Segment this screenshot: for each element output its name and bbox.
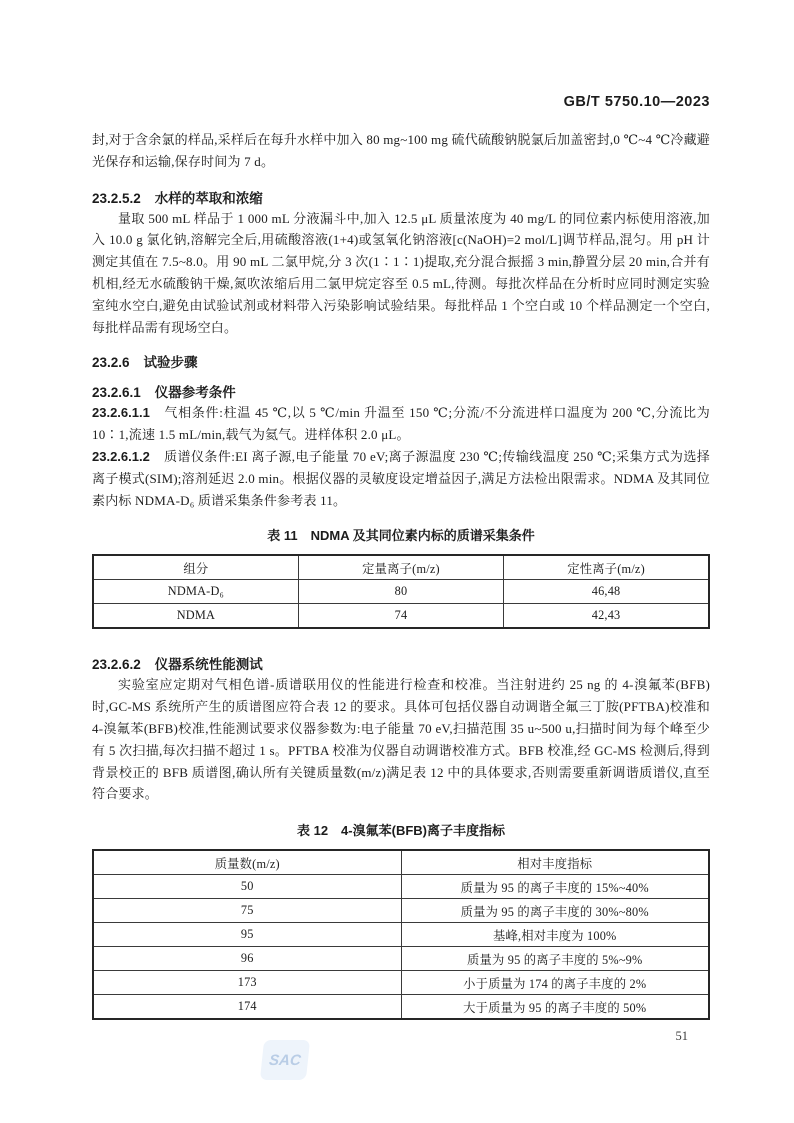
table-row bbox=[93, 995, 709, 1020]
section-23-2-6-2-heading bbox=[92, 656, 710, 674]
table-row bbox=[93, 923, 709, 947]
clause-text: 质谱仪条件:EI 离子源,电子能量 70 eV;离子源温度 230 ℃;传输线温度 250 ℃;采集方式为选择离子模式(SIM);溶剂延迟 2.0 min。根据仪器的灵敏度设定增益因子,满足方法检出限需求。NDMA 及其同位素内标 NDMA-D₆ 质谱采集条件参考表 11。 bbox=[92, 448, 710, 508]
table-12-caption: 表 12 4-溴氟苯(BFB)离子丰度指标 bbox=[296, 823, 505, 839]
table-row bbox=[93, 580, 709, 604]
table-cell: 质量为 95 的离子丰度的 5%~9% bbox=[401, 947, 709, 971]
table-row bbox=[93, 875, 709, 899]
table-cell: 质量为 95 的离子丰度的 30%~80% bbox=[401, 899, 709, 923]
table-11-header-cell: 定性离子(m/z) bbox=[504, 555, 709, 580]
standard-number-header: GB/T 5750.10—2023 bbox=[563, 94, 710, 110]
table-11-header-row bbox=[93, 555, 709, 580]
section-number: 23.2.6.1 bbox=[92, 385, 141, 401]
table-cell: 质量为 95 的离子丰度的 15%~40% bbox=[401, 875, 709, 899]
section-title: 试验步骤 bbox=[143, 355, 198, 371]
clause-number: 23.2.6.1.1 bbox=[92, 405, 150, 421]
section-23-2-6-heading bbox=[92, 354, 710, 372]
table-cell: 80 bbox=[298, 580, 503, 604]
section-title: 仪器系统性能测试 bbox=[154, 657, 263, 673]
section-number: 23.2.5.2 bbox=[92, 190, 141, 206]
table-row bbox=[93, 971, 709, 995]
clause-text: 气相条件:柱温 45 ℃,以 5 ℃/min 升温至 150 ℃;分流/不分流进样口温度为 200 ℃,分流比为 10∶1,流速 1.5 mL/min,载气为氦气。进样体积 2.0 μL。 bbox=[92, 405, 710, 443]
paragraph-23-2-6-2: 实验室应定期对气相色谱-质谱联用仪的性能进行检查和校准。当注射进约 25 ng 的 4-溴氟苯(BFB)时,GC-MS 系统所产生的质谱图应符合表 12 的要求。具体可包括仪器自动调谐全氟三丁胺(PFTBA)校准和 4-溴氟苯(BFB)校准,性能测试要求仪器参数为:电子能量 70 eV,扫描范围 35 u~500 u,扫描时间为每个峰至少有 5 次扫描,每次扫描不超过 1 s。PFTBA 校准为仪器自动调谐校准方式。BFB 校准,经 GC-MS 检测后,得到背景校正的 BFB 质谱图,确认所有关键质量数(m/z)满足表 12 中的具体要求,否则需要重新调谐质谱仪,直至符合要求。 bbox=[92, 677, 710, 802]
table-cell: 75 bbox=[93, 899, 401, 923]
section-title: 仪器参考条件 bbox=[154, 385, 236, 401]
table-12-header-cell: 质量数(m/z) bbox=[93, 850, 401, 875]
table-row bbox=[93, 947, 709, 971]
table-cell: 74 bbox=[298, 604, 503, 629]
table-cell: NDMA bbox=[93, 604, 298, 629]
sac-watermark-logo: SAC bbox=[260, 1040, 310, 1080]
clause-number: 23.2.6.1.2 bbox=[92, 448, 150, 464]
table-cell: 小于质量为 174 的离子丰度的 2% bbox=[401, 971, 709, 995]
table-cell: 95 bbox=[93, 923, 401, 947]
table-12-header-cell: 相对丰度指标 bbox=[401, 850, 709, 875]
section-number: 23.2.6 bbox=[92, 355, 130, 371]
table-cell: 42,43 bbox=[504, 604, 709, 629]
section-23-2-5-2-heading bbox=[92, 190, 710, 208]
paragraph-23-2-6-1-2 bbox=[92, 446, 710, 511]
section-number: 23.2.6.2 bbox=[92, 657, 141, 673]
table-11-header-cell: 定量离子(m/z) bbox=[298, 555, 503, 580]
table-11-header-cell: 组分 bbox=[93, 555, 298, 580]
table-cell: 大于质量为 95 的离子丰度的 50% bbox=[401, 995, 709, 1020]
table-12-header-row bbox=[93, 850, 709, 875]
table-cell: 50 bbox=[93, 875, 401, 899]
table-11 bbox=[92, 554, 710, 629]
table-12 bbox=[92, 849, 710, 1020]
section-title: 水样的萃取和浓缩 bbox=[154, 190, 263, 206]
paragraph-23-2-5-2: 量取 500 mL 样品于 1 000 mL 分液漏斗中,加入 12.5 μL 质量浓度为 40 mg/L 的同位素内标使用溶液,加入 10.0 g 氯化钠,溶解完全后,用硫酸溶液(1+4)或氢氧化钠溶液[c(NaOH)=2 mol/L]调节样品,混匀。用 pH 计测定其值在 7.5~8.0。用 90 mL 二氯甲烷,分 3 次(1∶1∶1)提取,充分混合振摇 3 min,静置分层 20 min,合并有机相,经无水硫酸钠干燥,氮吹浓缩后用二氯甲烷定容至 0.5 mL,待测。每批次样品在分析时应同时测定实验室纯水空白,避免由试验试剂或材料带入污染影响试验结果。每批样品 1 个空白或 10 个样品测定一个空白,每批样品需有现场空白。 bbox=[92, 210, 710, 335]
table-cell: 174 bbox=[93, 995, 401, 1020]
paragraph-23-2-6-1-1 bbox=[92, 402, 710, 446]
table-cell: 173 bbox=[93, 971, 401, 995]
table-cell: 46,48 bbox=[504, 580, 709, 604]
table-row bbox=[93, 899, 709, 923]
table-row bbox=[93, 604, 709, 629]
table-cell: NDMA-D₆ bbox=[93, 580, 298, 604]
section-23-2-6-1-heading bbox=[92, 384, 710, 402]
table-11-caption: 表 11 NDMA 及其同位素内标的质谱采集条件 bbox=[267, 528, 535, 544]
table-cell: 96 bbox=[93, 947, 401, 971]
paragraph-continuation: 封,对于含余氯的样品,采样后在每升水样中加入 80 mg~100 mg 硫代硫酸钠脱氯后加盖密封,0 ℃~4 ℃冷藏避光保存和运输,保存时间为 7 d。 bbox=[92, 132, 710, 169]
table-cell: 基峰,相对丰度为 100% bbox=[401, 923, 709, 947]
page-number: 51 bbox=[675, 1029, 688, 1044]
